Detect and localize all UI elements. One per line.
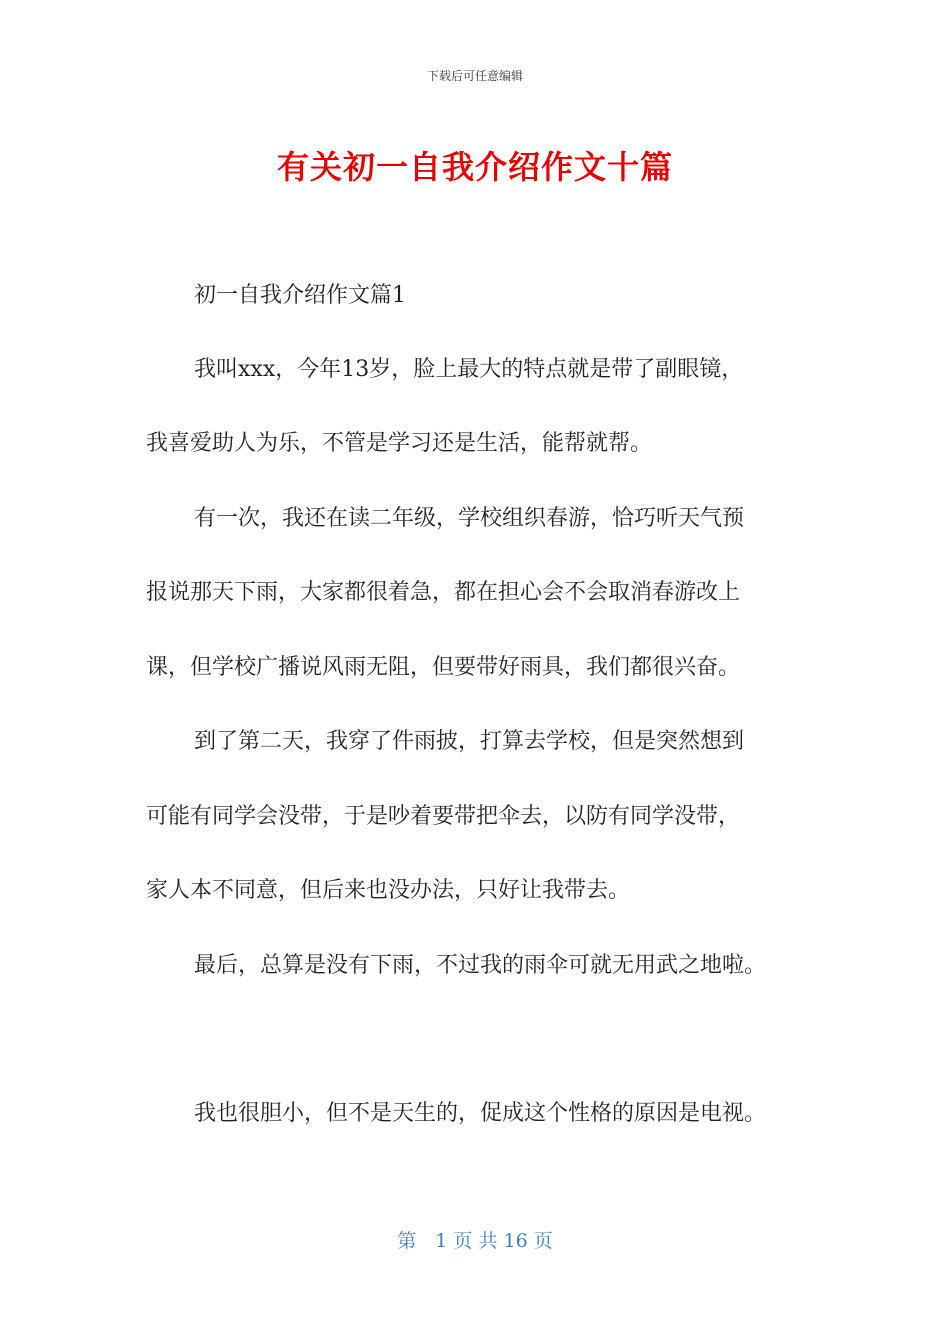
document-title: 有关初一自我介绍作文十篇 — [276, 148, 673, 186]
paragraph-line: 可能有同学会没带，于是吵着要带把伞去，以防有同学没带， — [146, 804, 741, 829]
paragraph-line: 课，但学校广播说风雨无阻，但要带好雨具，我们都很兴奋。 — [146, 655, 741, 680]
paragraph-line: 有一次，我还在读二年级，学校组织春游，恰巧听天气预 — [194, 506, 745, 531]
page-number-footer: 第 1 页 共 16 页 — [397, 1230, 553, 1252]
paragraph-line: 我也很胆小，但不是天生的，促成这个性格的原因是电视。 — [194, 1101, 767, 1126]
paragraph-line: 到了第二天，我穿了件雨披，打算去学校，但是突然想到 — [194, 729, 745, 754]
paragraph-line: 我叫xxx，今年13岁，脸上最大的特点就是带了副眼镜， — [194, 357, 744, 382]
paragraph-line: 报说那天下雨，大家都很着急，都在担心会不会取消春游改上 — [146, 580, 741, 605]
paragraph-line: 最后，总算是没有下雨，不过我的雨伞可就无用武之地啦。 — [194, 953, 767, 978]
section-heading: 初一自我介绍作文篇1 — [194, 283, 406, 308]
paragraph-line: 家人本不同意，但后来也没办法，只好让我带去。 — [146, 878, 631, 903]
paragraph-line: 我喜爱助人为乐，不管是学习还是生活，能帮就帮。 — [146, 431, 653, 456]
header-note: 下载后可任意编辑 — [426, 69, 523, 83]
